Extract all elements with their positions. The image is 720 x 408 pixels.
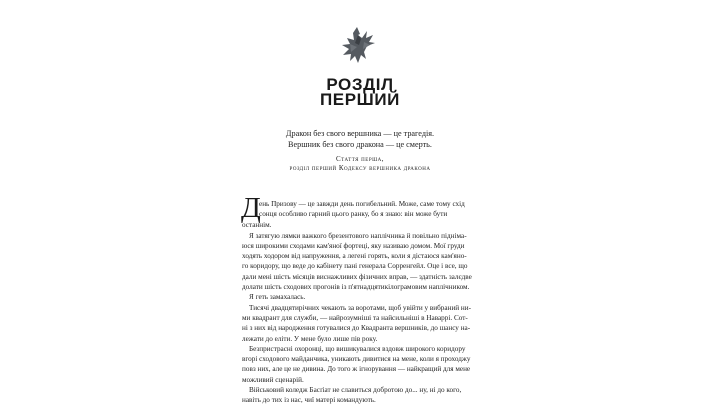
paragraph-line: дали мені шість місяців виснажливих фізичних вправ, — здатність залєдве [242,272,472,281]
paragraph-line: повз них, але це не дивина. До того ж ігнорування — найкращий для мене [242,365,471,374]
paragraph-line: Я геть замахалась. [249,293,306,302]
attribution-line-2: розділ перший Кодексу вершника дракона [289,164,431,172]
paragraph-line: долати шість сходових прогонів із п'ятнадцятикілограмовим наплічником. [242,283,470,291]
dragon-emblem-icon [337,25,381,69]
paragraph-line: Безпристрасні охоронці, що вишикувалися вздовж широкого коридору [249,344,466,353]
paragraph-line: ні з них від народження готувалися до Квадранта вершників, до шансу на- [242,324,471,333]
paragraph-line: останнім. [242,220,272,229]
paragraph-line: юся широкими сходами кам'яної фортеці, яку називаю домом. Мої груди [242,241,465,250]
chapter-title-line-1: РОЗДІЛ [326,75,394,94]
paragraph-line: Тисячі двадцятирічних чекають за воротами, щоб увійти у вибраний ни- [249,303,472,312]
drop-cap: Д [241,192,261,224]
paragraph-line: Я затягую лямки важкого брезентового наплічника й повільно підніма- [249,231,467,240]
paragraph-line: сонця особливо гарний цього ранку, бо я знаю: він може бути [259,210,448,219]
chapter-title-line-2: ПЕРШИЙ [319,90,401,109]
epigraph-line-2: Вершник без свого дракона — це смерть. [288,140,432,149]
paragraph-line: Військовий коледж Басґіат не славиться добротою до... ну, ні до кого, [249,386,462,394]
attribution-line-1: Стаття перша, [336,155,384,163]
paragraph-line: можливий сценарій. [242,375,304,384]
paragraph-line: ходять ходором від напруження, а легені горять, коли я дістаюся кам'яно- [242,252,467,261]
paragraph-line: навіть до тих із нас, чиї матері командують. [242,396,376,405]
paragraph-line: лежати до еліти. У мене було лише пів року. [242,334,378,343]
epigraph-line-1: Дракон без свого вершника — це трагедія. [285,129,435,138]
paragraph-line: ень Призову — це завжди день погибельний. Може, саме тому схід [259,200,465,208]
paragraph-line: го коридору, що веде до кабінету пані генерала Сорренгейл. Оце і все, що [242,262,468,271]
paragraph-line: ми квадрант для служби, — найрозумніші та найсильніші в Наваррі. Сот- [242,313,468,322]
paragraph-line: вгорі сходового майданчика, уникають дивитися на мене, коли я проходжу [242,355,471,364]
